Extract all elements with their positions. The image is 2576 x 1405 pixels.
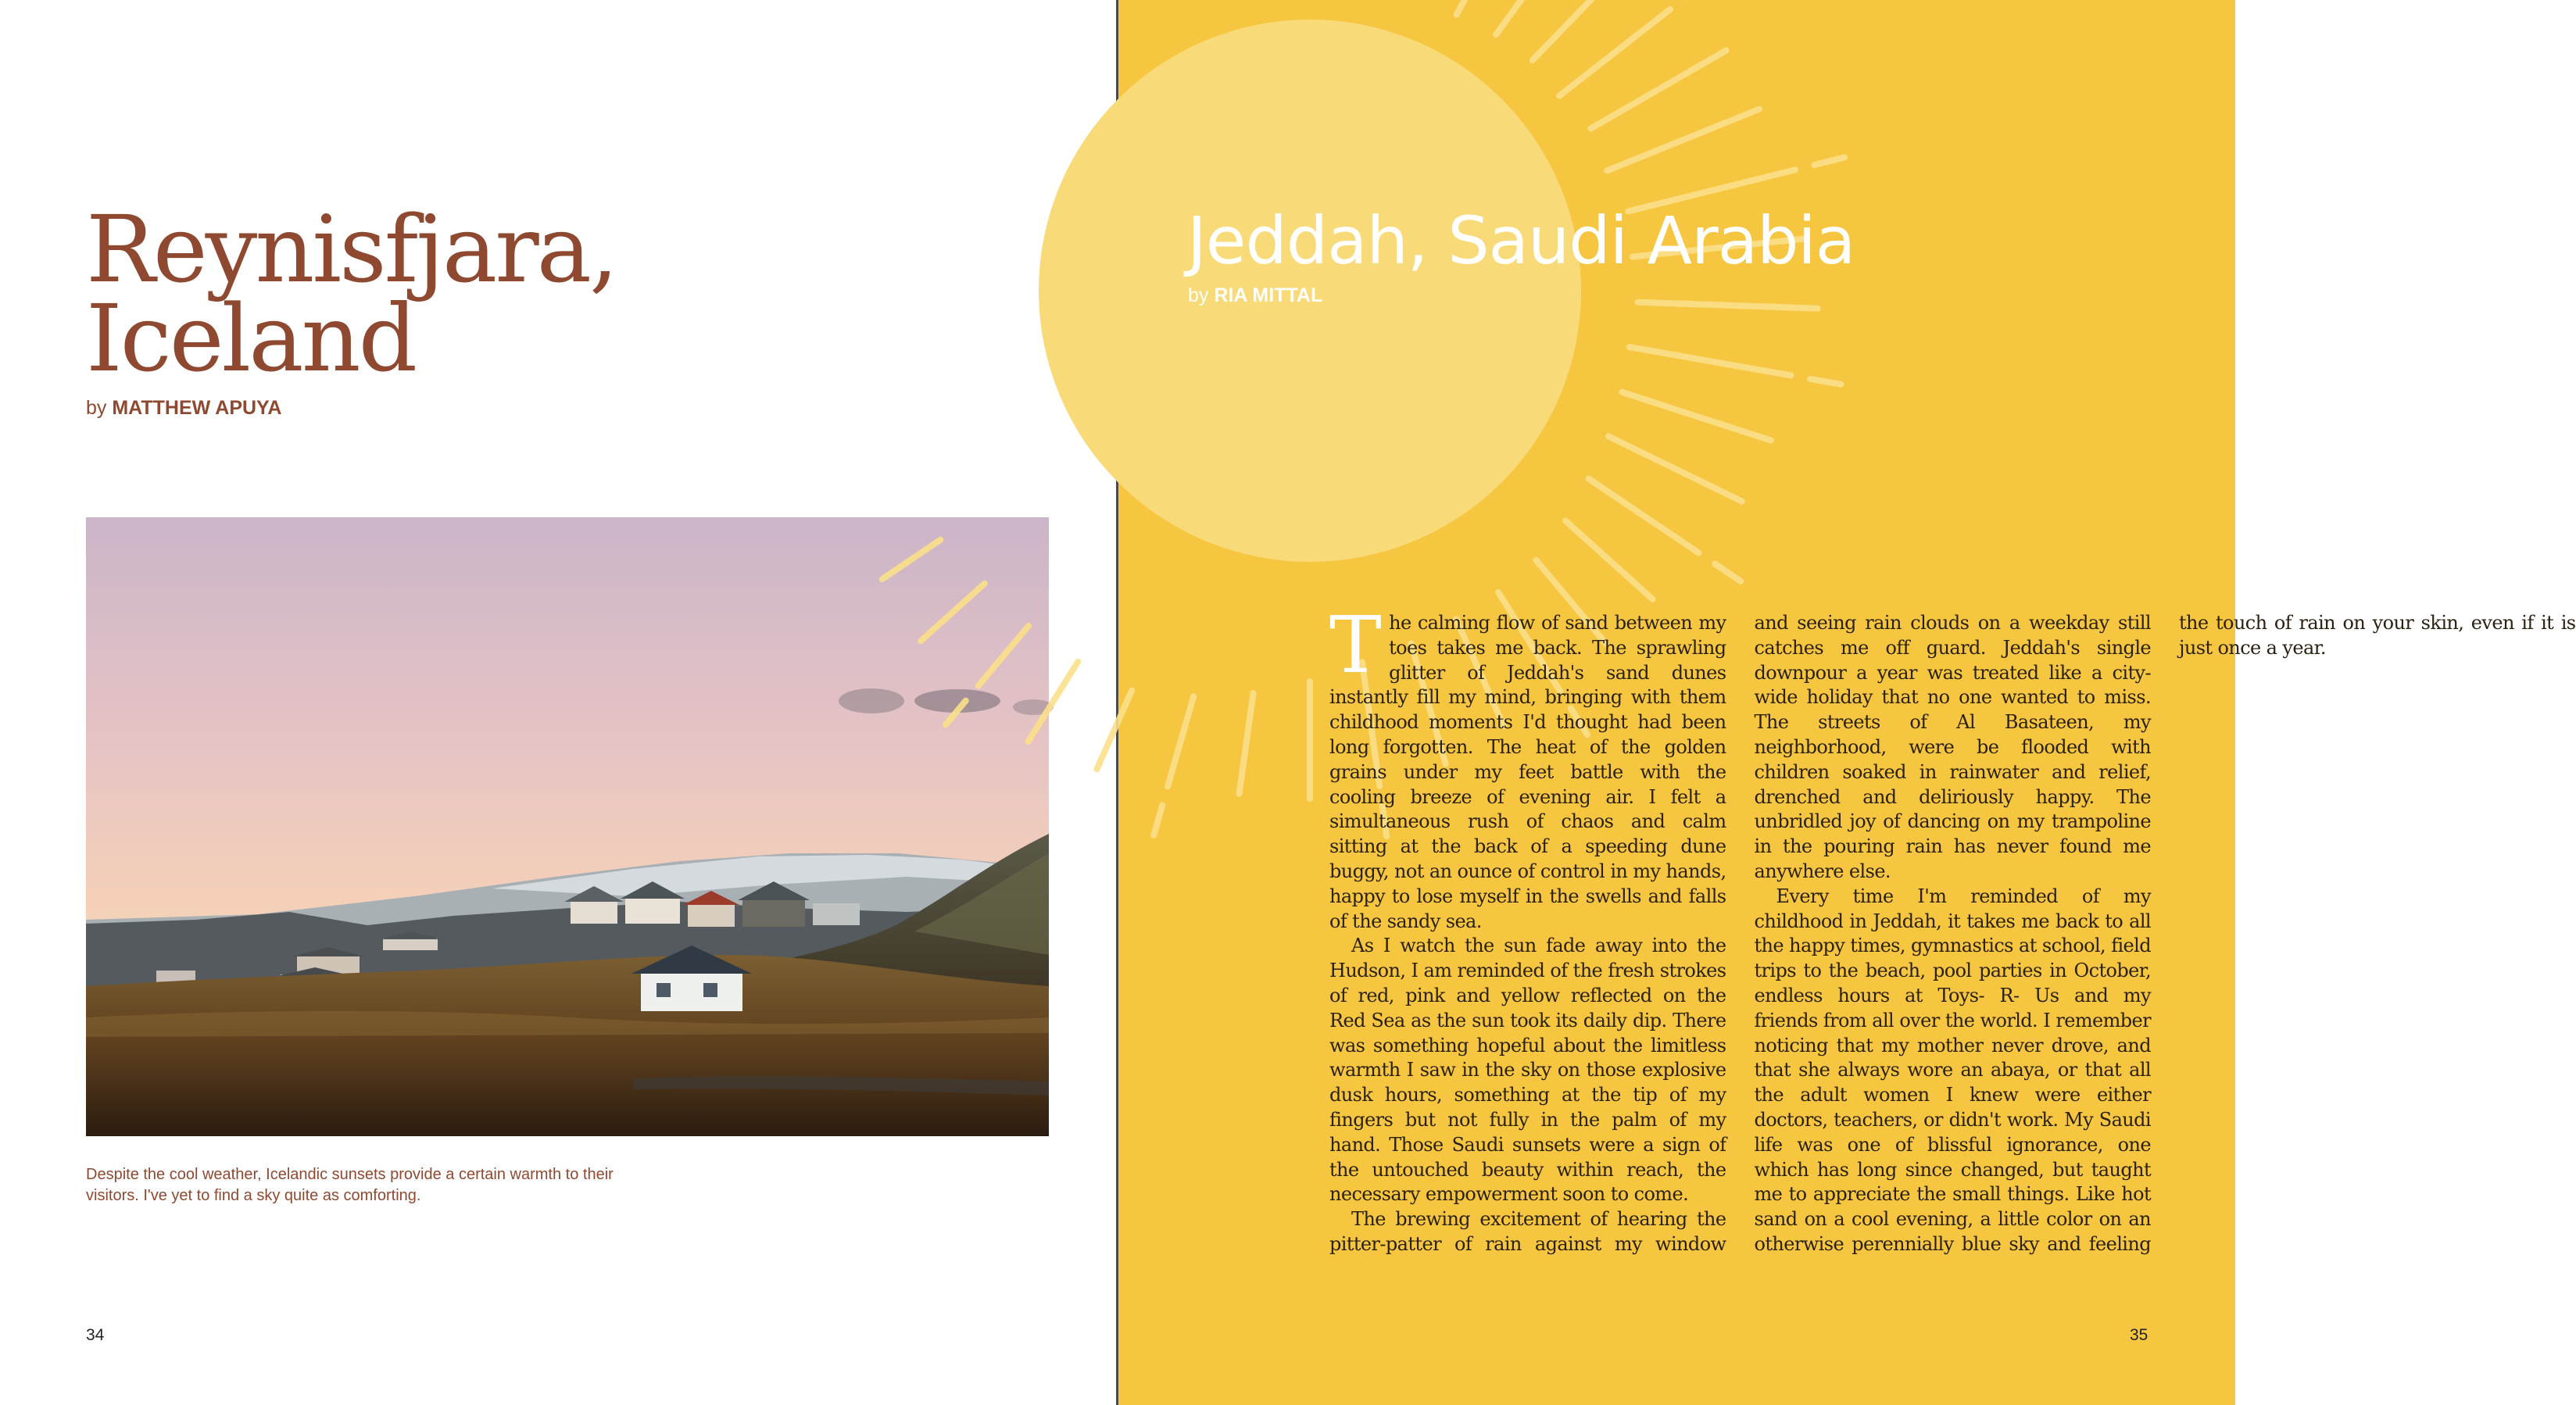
sun-ray [1240, 693, 1254, 794]
sun-ray-segment [1715, 564, 1741, 581]
sun-ray [1589, 479, 1699, 553]
photo-caption: Despite the cool weather, Icelandic sunsets provide a certain warmth to their visitors. I've yet to find a sky quite as comforting. [86, 1166, 614, 1204]
right-byline-prefix: by [1188, 284, 1209, 306]
sun-ray [1638, 302, 1818, 309]
sun-ray-segment [1814, 157, 1844, 165]
article-paragraph-1 [1329, 599, 1726, 934]
right-page-number: 35 [2130, 1326, 2148, 1344]
sun-ray [1622, 392, 1770, 441]
sun-ray [1608, 436, 1742, 501]
left-page-number: 34 [86, 1326, 105, 1344]
paragraph-1-text: he calming flow of sand between my toes takes me back. The sprawling glitter of Jeddah's sand dunes instantly fill my mind, bringing with them childhood moments I'd thought had been long forgotten. The heat of the golden grains under my feet battle with the cooling breeze of evening air. I felt a simultaneous rush of chaos and calm sitting at the back of a speeding dune buggy, not an ounce of control in my hands, happy to lose myself in the swells and falls of the sandy sea. [1329, 612, 1726, 932]
left-article-title [86, 195, 1024, 392]
sun-ray [1168, 696, 1193, 786]
right-author-name: RIA MITTAL [1214, 284, 1323, 306]
left-byline-prefix: by [86, 397, 107, 419]
photo-illustration [86, 517, 1049, 1136]
sun-ray [1533, 0, 1619, 60]
left-byline [86, 397, 282, 420]
iceland-sunset-photo [86, 517, 1049, 1136]
sun-ray [1590, 51, 1726, 129]
sun-ray-segment [1810, 379, 1841, 384]
article-paragraph-2: As I watch the sun fade away into the Hudson, I am reminded of the fresh strokes of red, pink and yellow reflected on the Red Sea as the sun took its daily dip. There was something hopeful about the limitless warmth I saw in the sky on those explosive dusk hours, something at the tip of my fingers but not fully in the palm of my hand. Those Saudi sunsets were a sign of the untouched beauty within reach, the necessary empowerment soon to come. [1329, 935, 1726, 1206]
article-paragraph-4: Every time I'm reminded of my childhood in Jeddah, it takes me back to all the happy times, gymnastics at school, field trips to the beach, pool parties in October, endless hours at Toys- R- Us and my friends from all over the world. I remember noticing that my mother never drove, and that she always wore an abaya, or that all the adult women I knew were either doctors, teachers, or didn't work. My Saudi life was one of blissful ignorance, one which has long since changed, but taught me to appreciate the small things. Like hot sand on a cool evening, a little color on an otherwise perennially blue sky and feeling the touch of rain on your skin, even if it is just once a year. [1754, 612, 2576, 1255]
sun-ray [1630, 347, 1791, 375]
sun-ray-segment [1154, 806, 1162, 835]
article-paragraph-3: The brewing excitement of hearing the pitter-patter of rain against my window and seeing rain clouds on a weekday still catches me off guard. Jeddah's single downpour a year was treated like a city-wide holiday that no one wanted to miss. The streets of Al Basateen, my neighborhood, were be flooded with children soaked in rainwater and relief, drenched and deliriously happy. The unbridled joy of dancing on my trampoline in the pouring rain has never found me anywhere else. [1329, 612, 2151, 1255]
drop-cap: T [1329, 599, 1382, 691]
sun-ray [1565, 520, 1653, 599]
left-page [0, 0, 1116, 1405]
article-body [1329, 599, 2576, 1260]
sun-ray [1559, 9, 1670, 96]
left-title-line-1: Reynisfjara, [86, 195, 617, 303]
left-author-name: MATTHEW APUYA [112, 397, 282, 419]
right-article-title: Jeddah, Saudi Arabia [1187, 202, 1855, 279]
right-byline [1188, 284, 1322, 307]
right-page [1118, 0, 2576, 1405]
sun-ray [1607, 109, 1759, 171]
left-title-line-2: Iceland [86, 284, 416, 392]
